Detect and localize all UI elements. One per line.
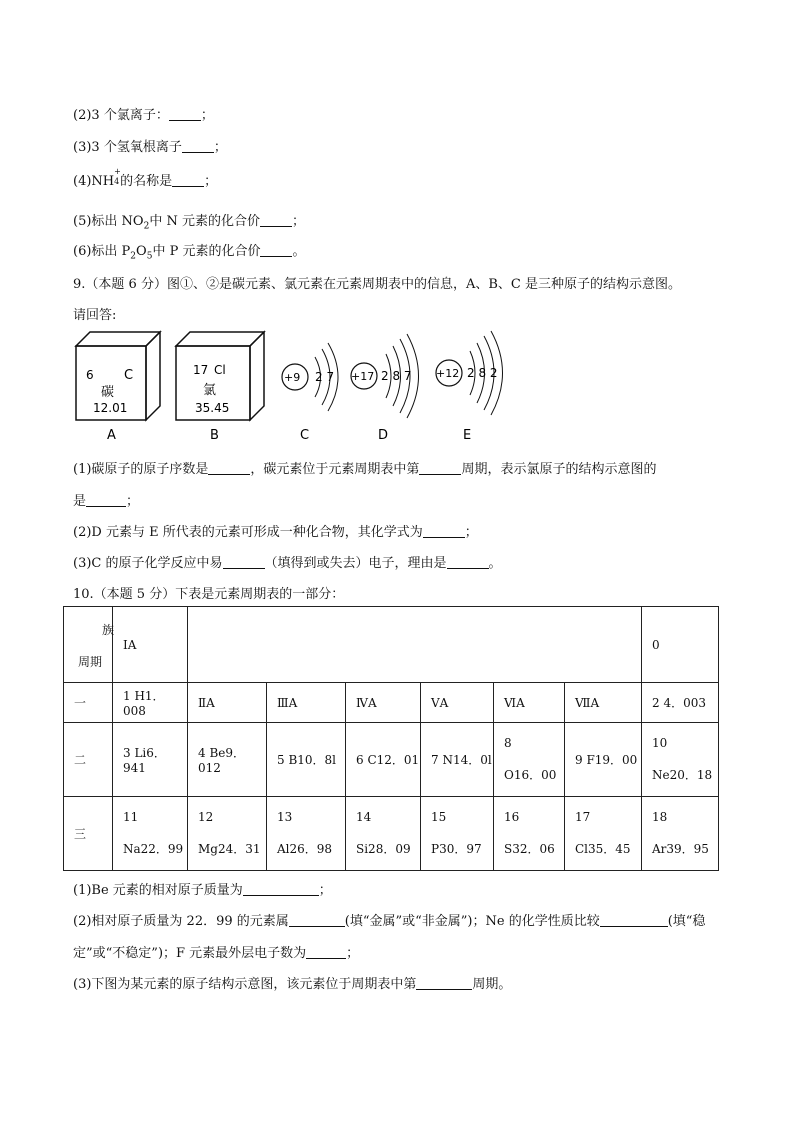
label-B: B	[210, 428, 219, 443]
cell-na-mass: Na22．99	[123, 842, 184, 856]
cell-via: ⅥA	[494, 683, 565, 723]
atom-d-charge: +17	[351, 370, 375, 383]
q9-answer3	[73, 552, 502, 571]
cell-iia: ⅡA	[188, 683, 267, 723]
cell-si	[346, 797, 421, 871]
cell-o	[494, 723, 565, 797]
q8-part4	[73, 167, 218, 189]
chlorine-mass: 35.45	[195, 401, 230, 415]
q10-b3-end: 周期。	[472, 977, 512, 992]
q8-part6-text: 中 P 元素的化合价	[152, 244, 261, 259]
answer-blank[interactable]	[223, 556, 265, 569]
ammonium-charge	[114, 167, 121, 186]
q8-part5	[73, 210, 305, 232]
carbon-number: 6	[86, 368, 94, 382]
cell-ar-mass: Ar39．95	[652, 842, 709, 856]
cell-ne-mass: Ne20．18	[652, 768, 713, 782]
q10-title-text: 10.（本题 5 分）下表是元素周期表的一部分：	[73, 587, 345, 602]
cell-o-mass: O16．00	[504, 768, 557, 782]
periodic-table	[63, 606, 719, 871]
q8-part6	[73, 240, 305, 262]
q10-title	[73, 583, 344, 602]
cell-o-number: 8	[504, 736, 512, 750]
answer-blank[interactable]	[600, 914, 668, 927]
q9-title2	[73, 304, 116, 323]
q8-part4-text: 的名称是	[120, 174, 173, 189]
label-E: E	[463, 428, 472, 443]
label-C: C	[300, 428, 310, 443]
q9-title	[73, 273, 681, 292]
q9-figures	[0, 326, 794, 446]
period-2: 二	[64, 723, 113, 797]
cell-cl	[565, 797, 642, 871]
label-D: D	[378, 428, 389, 443]
header-corner	[64, 607, 113, 683]
answer-blank[interactable]	[86, 494, 126, 507]
q9-answer2	[73, 521, 478, 540]
answer-blank[interactable]	[260, 214, 292, 227]
cell-iva: ⅣA	[346, 683, 421, 723]
q8-part6-prefix: (6)标出 P	[73, 244, 131, 259]
cell-c: 6 C12．01	[346, 723, 421, 797]
q9-a1-prefix: (1)碳原子的原子序数是	[73, 462, 209, 477]
answer-blank[interactable]	[169, 108, 201, 121]
carbon-symbol: C	[124, 368, 134, 383]
q9-a1-line2: 是	[73, 494, 87, 509]
cell-viia: ⅦA	[565, 683, 642, 723]
answer-blank[interactable]	[447, 556, 489, 569]
cell-al-number: 13	[277, 810, 293, 824]
cell-mg	[188, 797, 267, 871]
cell-p	[421, 797, 494, 871]
chlorine-name: 氯	[203, 383, 217, 398]
cell-cl-mass: Cl35．45	[575, 842, 631, 856]
q8-part4-end: ；	[204, 174, 218, 189]
answer-blank[interactable]	[260, 244, 292, 257]
q8-part3-end: ；	[213, 140, 227, 155]
p2o5-sub1: 2	[130, 251, 137, 262]
q8-part5-prefix: (5)标出 NO	[73, 214, 144, 229]
ammonium-formula: NH	[91, 174, 115, 189]
p2o5-sub2: 5	[146, 251, 153, 262]
atom-c-electrons: 2 7	[315, 370, 335, 384]
cell-cl-number: 17	[575, 810, 591, 824]
cell-mg-mass: Mg24．31	[198, 842, 261, 856]
q8-part3-text: (3)3 个氢氧根离子	[73, 140, 182, 155]
q10-b3-prefix: (3)下图为某元素的原子结构示意图，该元素位于周期表中第	[73, 977, 417, 992]
atom-d-electrons: 2 8 7	[381, 369, 412, 383]
answer-blank[interactable]	[306, 946, 346, 959]
answer-blank[interactable]	[172, 174, 204, 187]
p2o5-o: O	[136, 244, 147, 259]
atom-e-charge: +12	[436, 367, 460, 380]
q9-a1-end: ；	[126, 494, 140, 509]
cell-s-number: 16	[504, 810, 520, 824]
cell-ne-number: 10	[652, 736, 668, 750]
cell-na-number: 11	[123, 810, 139, 824]
q10-answer2-line2	[73, 942, 359, 961]
q8-part3	[73, 136, 227, 155]
q9-a2-prefix: (2)D 元素与 E 所代表的元素可形成一种化合物，其化学式为	[73, 525, 423, 540]
q9-a3-mid: （填得到或失去）电子，理由是	[264, 556, 447, 571]
header-zero: 0	[642, 607, 719, 683]
q8-part2-text: (2)3 个氯离子：	[73, 108, 169, 123]
header-group-label: 族	[102, 623, 115, 637]
cell-ne	[642, 723, 719, 797]
answer-blank[interactable]	[289, 914, 345, 927]
header-middle	[188, 607, 642, 683]
q8-part4-prefix: (4)	[73, 174, 92, 189]
ammonium-sub: 4	[114, 177, 120, 186]
answer-blank[interactable]	[208, 462, 250, 475]
q8-part5-end: ；	[291, 214, 305, 229]
label-A: A	[107, 428, 116, 443]
cell-va: ⅤA	[421, 683, 494, 723]
q9-title2-text: 请回答:	[73, 308, 117, 323]
period-1: 一	[64, 683, 113, 723]
chlorine-symbol: Cl	[214, 363, 226, 377]
cell-he: 2 4．003	[642, 683, 719, 723]
no2-sub: 2	[143, 221, 150, 232]
q10-answer3	[73, 973, 511, 992]
cell-h: 1 H1．008	[113, 683, 188, 723]
answer-blank[interactable]	[243, 883, 319, 896]
q9-a1-post: 周期，表示氯原子的结构示意图的	[461, 462, 657, 477]
cell-si-mass: Si28．09	[356, 842, 411, 856]
cell-be: 4 Be9．012	[188, 723, 267, 797]
q10-answer1	[73, 879, 332, 898]
header-ia: IA	[113, 607, 188, 683]
header-period-label: 周期	[78, 655, 103, 669]
atom-e-electrons: 2 8 2	[467, 366, 498, 380]
cell-al-mass: Al26．98	[277, 842, 333, 856]
answer-blank[interactable]	[182, 140, 214, 153]
q10-b2-mid: (填“金属”或“非金属”)；Ne 的化学性质比较	[344, 914, 600, 929]
answer-blank[interactable]	[416, 977, 472, 990]
cell-p-number: 15	[431, 810, 447, 824]
cell-b: 5 B10．8l	[267, 723, 346, 797]
q8-part5-text: 中 N 元素的化合价	[149, 214, 260, 229]
answer-blank[interactable]	[423, 525, 465, 538]
carbon-name: 碳	[101, 385, 115, 400]
q9-a3-prefix: (3)C 的原子化学反应中易	[73, 556, 223, 571]
cell-f: 9 F19．00	[565, 723, 642, 797]
cell-p-mass: P30．97	[431, 842, 482, 856]
cell-mg-number: 12	[198, 810, 214, 824]
cell-si-number: 14	[356, 810, 372, 824]
cell-n: 7 N14．0l	[421, 723, 494, 797]
chlorine-number: 17	[193, 363, 209, 377]
cell-ar-number: 18	[652, 810, 668, 824]
cell-s	[494, 797, 565, 871]
q10-b2-prefix: (2)相对原子质量为 22．99 的元素属	[73, 914, 289, 929]
period-3: 三	[64, 797, 113, 871]
q10-answer2	[73, 910, 705, 929]
cell-ar	[642, 797, 719, 871]
cell-al	[267, 797, 346, 871]
q8-part6-end: 。	[292, 244, 306, 259]
q8-part2	[73, 104, 214, 123]
q9-a2-end: ；	[464, 525, 478, 540]
q9-title-text: 9.（本题 6 分）图①、②是碳元素、氯元素在元素周期表中的信息，A、B、C 是三种原子的结构示意图。	[73, 277, 681, 292]
q9-a3-end: 。	[488, 556, 502, 571]
q10-b2-line2: 定”或“不稳定”)；F 元素最外层电子数为	[73, 946, 307, 961]
cell-s-mass: S32．06	[504, 842, 555, 856]
carbon-mass: 12.01	[93, 401, 128, 415]
cell-iiia: ⅢA	[267, 683, 346, 723]
q9-answer1-line2	[73, 490, 139, 509]
header-diagonal	[64, 607, 122, 683]
q8-part2-end: ；	[200, 108, 214, 123]
q10-b1-end: ；	[318, 883, 332, 898]
cell-li: 3 Li6．941	[113, 723, 188, 797]
q10-b2-end: ；	[346, 946, 360, 961]
q9-answer1	[73, 458, 656, 477]
q10-b1-prefix: (1)Be 元素的相对原子质量为	[73, 883, 243, 898]
answer-blank[interactable]	[419, 462, 461, 475]
cell-na	[113, 797, 188, 871]
atom-c-charge: +9	[284, 371, 301, 384]
q10-b2-post: (填“稳	[667, 914, 706, 929]
q9-a1-mid: ，碳元素位于元素周期表中第	[250, 462, 420, 477]
ammonium-sup: +	[114, 167, 121, 176]
